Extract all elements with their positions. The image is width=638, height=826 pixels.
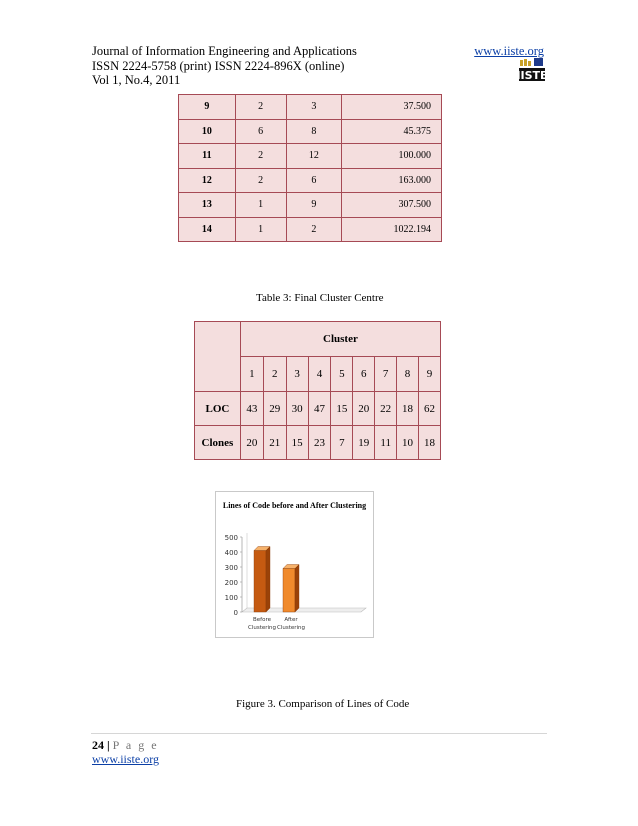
cluster-number-cell: 1	[240, 357, 263, 392]
page-separator: |	[107, 738, 110, 752]
clones-value-cell: 7	[331, 426, 353, 460]
table-row	[179, 168, 442, 193]
y-tick-label: 300	[224, 564, 238, 572]
clones-value-cell: 10	[397, 426, 419, 460]
x-category-label: After	[284, 617, 298, 623]
y-tick-label: 400	[224, 549, 238, 557]
final-cluster-centre-table	[194, 321, 441, 460]
y-tick-label: 100	[224, 594, 238, 602]
loc-value-cell: 30	[286, 392, 308, 426]
table-row	[179, 144, 442, 169]
cluster-number-cell: 7	[375, 357, 397, 392]
cluster-number-cell: 6	[353, 357, 375, 392]
y-tick-label: 200	[224, 579, 238, 587]
row-col-a-cell: 1	[235, 193, 286, 218]
row-col-a-cell: 6	[235, 119, 286, 144]
header-url-link[interactable]: www.iiste.org	[474, 44, 544, 58]
row-col-a-cell: 1	[235, 217, 286, 242]
loc-chart	[215, 491, 374, 638]
loc-value-cell: 29	[263, 392, 286, 426]
row-col-b-cell: 8	[286, 119, 342, 144]
cluster-table-continued	[178, 94, 442, 242]
footer-url-link[interactable]: www.iiste.org	[92, 752, 159, 766]
figure-caption: Figure 3. Comparison of Lines of Code	[236, 698, 410, 710]
row-id-cell: 12	[179, 168, 236, 193]
page-word: P a g e	[112, 738, 159, 752]
issn-line: ISSN 2224-5758 (print) ISSN 2224-896X (online)	[92, 58, 345, 73]
clones-value-cell: 18	[419, 426, 441, 460]
row-value-cell: 163.000	[342, 168, 442, 193]
chart-title: Lines of Code before and After Clustering	[222, 501, 367, 510]
row-col-a-cell: 2	[235, 95, 286, 120]
table-row	[179, 95, 442, 120]
clones-value-cell: 11	[375, 426, 397, 460]
row-col-b-cell: 2	[286, 217, 342, 242]
clones-value-cell: 19	[353, 426, 375, 460]
table-row	[179, 119, 442, 144]
x-category-label: Clustering	[247, 625, 277, 631]
row-value-cell: 1022.194	[342, 217, 442, 242]
row-col-b-cell: 12	[286, 144, 342, 169]
loc-value-cell: 20	[353, 392, 375, 426]
row-value-cell: 37.500	[342, 95, 442, 120]
loc-value-cell: 22	[375, 392, 397, 426]
row-col-b-cell: 6	[286, 168, 342, 193]
table-corner-cell	[195, 322, 241, 392]
y-tick-label: 0	[233, 609, 238, 617]
clones-label: Clones	[195, 426, 241, 460]
cluster-number-cell: 5	[331, 357, 353, 392]
bar	[283, 569, 295, 613]
clones-value-cell: 15	[286, 426, 308, 460]
row-value-cell: 307.500	[342, 193, 442, 218]
x-category-label: Clustering	[276, 625, 306, 631]
cluster-number-cell: 4	[308, 357, 331, 392]
loc-value-cell: 62	[419, 392, 441, 426]
row-col-b-cell: 3	[286, 95, 342, 120]
iiste-logo	[516, 58, 548, 82]
svg-text:IISTE: IISTE	[516, 69, 548, 82]
row-value-cell: 100.000	[342, 144, 442, 169]
volume-line: Vol 1, No.4, 2011	[92, 73, 181, 87]
cluster-number-cell: 3	[286, 357, 308, 392]
row-id-cell: 11	[179, 144, 236, 169]
cluster-header: Cluster	[240, 322, 440, 357]
bar	[254, 551, 266, 613]
y-tick-label: 500	[224, 534, 238, 542]
journal-title: Journal of Information Engineering and Applications	[92, 44, 357, 58]
x-category-label: Before	[253, 617, 271, 623]
cluster-number-cell: 8	[397, 357, 419, 392]
clones-value-cell: 20	[240, 426, 263, 460]
loc-label: LOC	[195, 392, 241, 426]
page-number: 24	[92, 738, 104, 752]
row-id-cell: 14	[179, 217, 236, 242]
row-col-a-cell: 2	[235, 168, 286, 193]
page-header	[92, 44, 357, 88]
bar-side	[295, 565, 299, 613]
table-row	[179, 193, 442, 218]
page-footer	[92, 738, 159, 766]
row-id-cell: 9	[179, 95, 236, 120]
loc-value-cell: 47	[308, 392, 331, 426]
loc-value-cell: 18	[397, 392, 419, 426]
bar-side	[266, 547, 270, 613]
row-col-a-cell: 2	[235, 144, 286, 169]
table-row	[179, 217, 442, 242]
loc-value-cell: 15	[331, 392, 353, 426]
cluster-number-cell: 2	[263, 357, 286, 392]
row-col-b-cell: 9	[286, 193, 342, 218]
row-value-cell: 45.375	[342, 119, 442, 144]
footer-divider	[91, 733, 547, 734]
cluster-number-cell: 9	[419, 357, 441, 392]
clones-value-cell: 23	[308, 426, 331, 460]
row-id-cell: 13	[179, 193, 236, 218]
table3-caption: Table 3: Final Cluster Centre	[256, 292, 384, 304]
clones-value-cell: 21	[263, 426, 286, 460]
loc-value-cell: 43	[240, 392, 263, 426]
chart-canvas	[216, 492, 373, 637]
row-id-cell: 10	[179, 119, 236, 144]
